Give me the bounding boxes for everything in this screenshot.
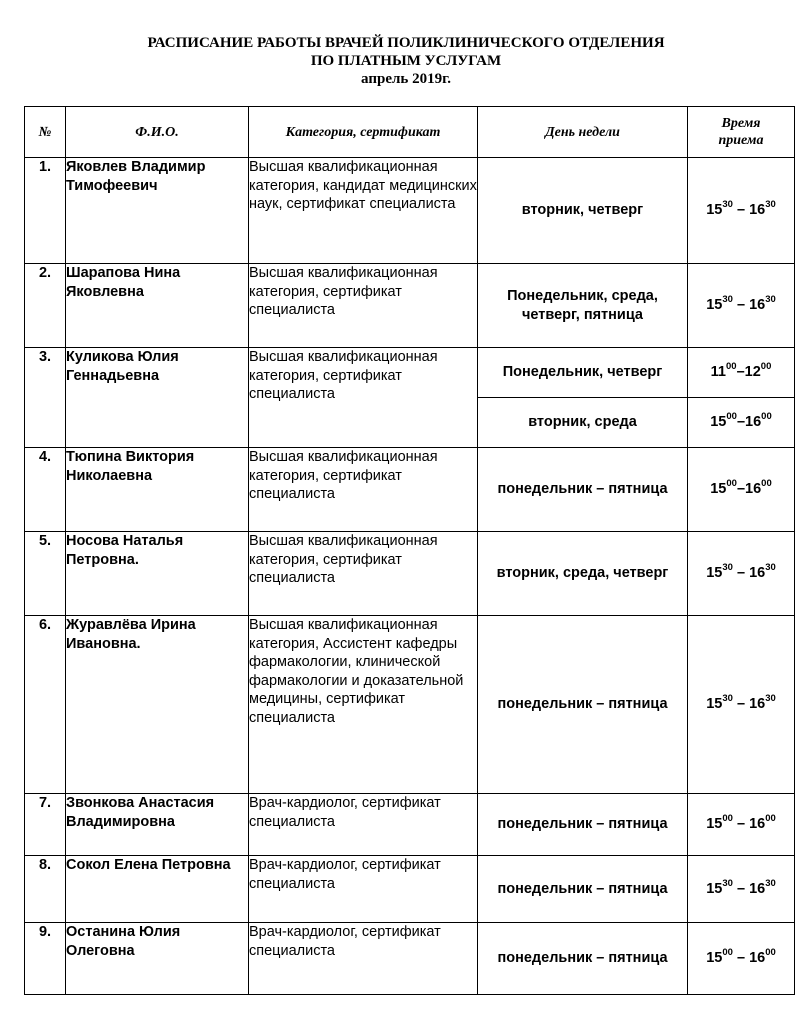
weekday-cell: понедельник – пятница (478, 794, 688, 856)
header-num: № (25, 107, 66, 158)
title-line-3: апрель 2019г. (361, 71, 451, 87)
start-hour: 15 (706, 880, 723, 897)
start-hour: 15 (706, 696, 723, 713)
time-separator: – (732, 816, 750, 833)
title-line-1: РАСПИСАНИЕ РАБОТЫ ВРАЧЕЙ ПОЛИКЛИНИЧЕСКОГО ОТДЕЛЕНИЯ (147, 35, 665, 51)
start-hour: 15 (710, 481, 727, 498)
table-body (25, 158, 795, 995)
document-title (0, 34, 812, 88)
start-hour: 15 (706, 202, 723, 219)
row-number: 5. (25, 532, 66, 616)
header-row (25, 107, 795, 158)
table-row (25, 264, 795, 348)
weekday-cell: Понедельник, среда, четверг, пятница (478, 264, 688, 348)
doctor-category: Врач-кардиолог, сертификат специалиста (249, 794, 478, 856)
end-hour: 16 (745, 414, 762, 431)
weekday-cell: понедельник – пятница (478, 616, 688, 794)
header-time (688, 107, 795, 158)
weekday-cell: понедельник – пятница (478, 856, 688, 923)
row-number: 2. (25, 264, 66, 348)
time-separator: – (736, 414, 746, 431)
row-number: 7. (25, 794, 66, 856)
row-number: 6. (25, 616, 66, 794)
start-minute: 00 (722, 813, 733, 825)
end-hour: 16 (749, 202, 766, 219)
doctor-category: Высшая квалификационная категория, Ассистент кафедры фармакологии, клинической фармакологии и доказательной медицины, сертификат специалиста (249, 616, 478, 794)
doctor-name: Звонкова Анастасия Владимировна (66, 794, 249, 856)
end-hour: 16 (745, 481, 762, 498)
table-row (25, 448, 795, 532)
start-minute: 00 (726, 478, 737, 490)
time-separator: – (736, 481, 746, 498)
reception-time (688, 348, 795, 398)
end-minute: 30 (765, 877, 776, 889)
doctor-category: Высшая квалификационная категория, кандидат медицинских наук, сертификат специалиста (249, 158, 478, 264)
doctor-name: Тюпина Виктория Николаевна (66, 448, 249, 532)
schedule-table (24, 106, 795, 995)
start-hour: 11 (710, 364, 726, 381)
time-separator: – (732, 202, 750, 219)
reception-time (688, 794, 795, 856)
weekday-cell: Понедельник, четверг (478, 348, 688, 398)
doctor-category: Врач-кардиолог, сертификат специалиста (249, 856, 478, 923)
header-day: День недели (478, 107, 688, 158)
row-number: 8. (25, 856, 66, 923)
reception-time (688, 264, 795, 348)
end-minute: 00 (765, 813, 776, 825)
reception-time (688, 923, 795, 995)
header-name: Ф.И.О. (66, 107, 249, 158)
header-time-label: Время приема (718, 116, 764, 148)
end-minute: 30 (765, 562, 776, 574)
row-number: 9. (25, 923, 66, 995)
end-minute: 00 (760, 361, 772, 373)
weekday-cell: вторник, четверг (478, 158, 688, 264)
weekday-cell: вторник, среда, четверг (478, 532, 688, 616)
row-number: 4. (25, 448, 66, 532)
doctor-name: Носова Наталья Петровна. (66, 532, 249, 616)
doctor-name: Сокол Елена Петровна (66, 856, 249, 923)
time-separator: – (732, 696, 750, 713)
time-separator: – (732, 297, 750, 314)
doctor-category: Высшая квалификационная категория, сертификат специалиста (249, 532, 478, 616)
doctor-name: Останина Юлия Олеговна (66, 923, 249, 995)
start-minute: 30 (722, 693, 733, 705)
start-hour: 15 (706, 816, 723, 833)
start-hour: 15 (710, 414, 727, 431)
title-line-2: ПО ПЛАТНЫМ УСЛУГАМ (310, 53, 502, 69)
start-minute: 30 (722, 877, 733, 889)
time-separator: – (732, 950, 750, 967)
doctor-name: Журавлёва Ирина Ивановна. (66, 616, 249, 794)
weekday-cell: понедельник – пятница (478, 923, 688, 995)
row-number: 1. (25, 158, 66, 264)
table-row (25, 158, 795, 264)
start-hour: 15 (706, 565, 723, 582)
doctor-name: Куликова Юлия Геннадьевна (66, 348, 249, 448)
start-minute: 00 (722, 947, 733, 959)
end-hour: 16 (749, 297, 766, 314)
end-minute: 30 (765, 294, 776, 306)
end-hour: 16 (749, 696, 766, 713)
reception-time (688, 532, 795, 616)
start-minute: 30 (722, 294, 733, 306)
table-row (25, 616, 795, 794)
end-minute: 00 (761, 411, 772, 423)
time-separator: – (732, 565, 750, 582)
weekday-cell: вторник, среда (478, 398, 688, 448)
reception-time (688, 448, 795, 532)
header-category: Категория, сертификат (249, 107, 478, 158)
doctor-category: Высшая квалификационная категория, сертификат специалиста (249, 348, 478, 448)
row-number: 3. (25, 348, 66, 448)
start-minute: 00 (725, 361, 737, 373)
end-minute: 30 (765, 199, 776, 211)
table-row (25, 794, 795, 856)
time-separator: – (732, 880, 750, 897)
doctor-category: Врач-кардиолог, сертификат специалиста (249, 923, 478, 995)
reception-time (688, 398, 795, 448)
start-hour: 15 (706, 297, 723, 314)
reception-time (688, 158, 795, 264)
doctor-category: Высшая квалификационная категория, сертификат специалиста (249, 448, 478, 532)
end-minute: 30 (765, 693, 776, 705)
weekday-cell: понедельник – пятница (478, 448, 688, 532)
table-row (25, 532, 795, 616)
start-hour: 15 (706, 950, 723, 967)
doctor-category: Высшая квалификационная категория, сертификат специалиста (249, 264, 478, 348)
reception-time (688, 616, 795, 794)
time-separator: – (736, 364, 745, 381)
table-row (25, 348, 795, 398)
end-hour: 16 (749, 816, 766, 833)
end-hour: 16 (749, 950, 766, 967)
end-hour: 16 (749, 880, 766, 897)
reception-time (688, 856, 795, 923)
table-row (25, 856, 795, 923)
doctor-name: Яковлев Владимир Тимофеевич (66, 158, 249, 264)
end-hour: 16 (749, 565, 766, 582)
start-minute: 30 (722, 199, 733, 211)
end-minute: 00 (761, 478, 772, 490)
end-minute: 00 (765, 947, 776, 959)
start-minute: 00 (726, 411, 737, 423)
doctor-name: Шарапова Нина Яковлевна (66, 264, 249, 348)
table-row (25, 923, 795, 995)
end-hour: 12 (744, 364, 761, 381)
start-minute: 30 (722, 562, 733, 574)
